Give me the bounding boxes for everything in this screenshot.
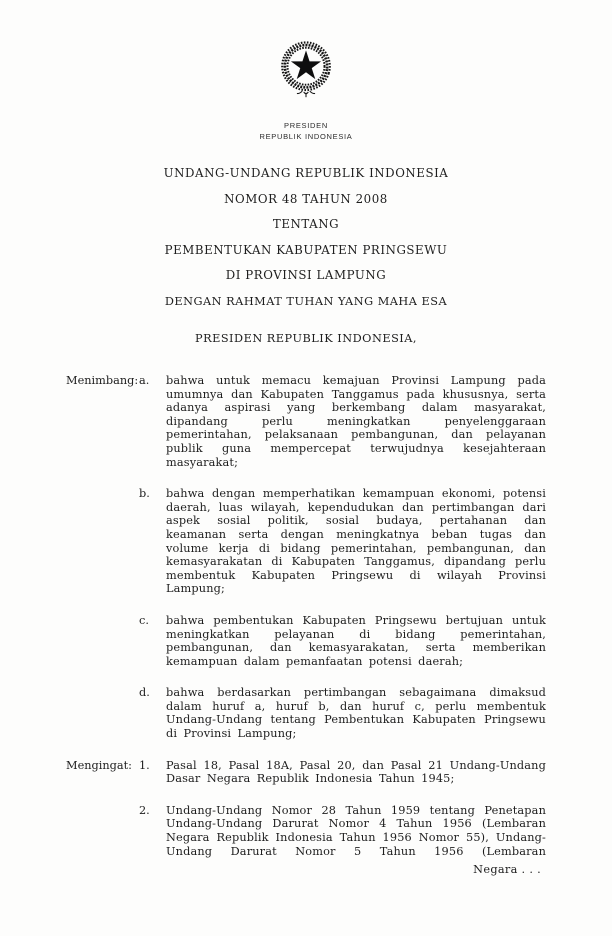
menimbang-item-b	[66, 487, 546, 596]
mengingat-item-1	[66, 759, 546, 786]
item-text: bahwa pembentukan Kabupaten Pringsewu bertujuan untuk meningkatkan pelayanan di bidang pemerintahan, pembangunan, dan kemasyarakatan, serta memberikan kemampuan dalam pemanfaatan potensi daerah;	[166, 613, 546, 668]
document-title-block	[0, 161, 612, 289]
item-marker: 1.	[139, 758, 150, 772]
title-law-name: UNDANG-UNDANG REPUBLIK INDONESIA	[163, 166, 449, 180]
mengingat-label: Mengingat:	[66, 758, 132, 772]
item-marker: a.	[139, 374, 150, 387]
invocation-line: DENGAN RAHMAT TUHAN YANG MAHA ESA	[164, 295, 448, 308]
item-marker: b.	[139, 487, 150, 501]
document-body	[66, 374, 546, 876]
item-text: Undang-Undang Nomor 28 Tahun 1959 tentang Penetapan Undang-Undang Darurat Nomor 4 Tahun 1956 (Lembaran Negara Republik Indonesia Tahun 1956 Nomor 55), Undang-Undang Darurat Nomor 5 Tahun 1956 (Lembaran	[166, 803, 546, 858]
catchword: Negara . . .	[473, 863, 541, 876]
menimbang-item-c	[66, 614, 546, 668]
item-text: bahwa untuk memacu kemajuan Provinsi Lampung pada umumnya dan Kabupaten Tanggamus pada khususnya, serta adanya aspirasi yang berkembang dalam masyarakat, dipandang perlu meningkatkan penyelenggaraan pemerintahan, pelaksanaan pembangunan, dan pelayanan publik guna mempercepat terwujudnya kesejahteraan masyarakat;	[166, 374, 546, 469]
item-marker: 2.	[139, 803, 150, 817]
mengingat-item-2	[66, 804, 546, 858]
letterhead-republik-indonesia: REPUBLIK INDONESIA	[259, 131, 353, 141]
menimbang-label: Menimbang:	[66, 374, 139, 387]
item-text: Pasal 18, Pasal 18A, Pasal 20, dan Pasal 21 Undang-Undang Dasar Negara Republik Indonesia Tahun 1945;	[166, 758, 546, 786]
seal-container	[0, 33, 612, 104]
title-subject: PEMBENTUKAN KABUPATEN PRINGSEWU	[164, 242, 448, 257]
title-tentang: TENTANG	[272, 217, 340, 231]
letterhead	[0, 121, 612, 142]
menimbang-item-d	[66, 686, 546, 740]
menimbang-item-a	[66, 374, 546, 469]
enacting-authority-line: PRESIDEN REPUBLIK INDONESIA,	[194, 332, 418, 345]
item-marker: d.	[139, 686, 150, 700]
item-text: bahwa berdasarkan pertimbangan sebagaimana dimaksud dalam huruf a, huruf b, dan huruf c, perlu membentuk Undang-Undang tentang Pembentukan Kabupaten Pringsewu di Provinsi Lampung;	[166, 686, 546, 741]
star-wreath-seal-icon	[268, 33, 344, 104]
title-law-number: NOMOR 48 TAHUN 2008	[224, 191, 388, 206]
title-province: DI PROVINSI LAMPUNG	[225, 268, 387, 282]
item-marker: c.	[139, 613, 149, 627]
letterhead-presiden: PRESIDEN	[284, 121, 328, 130]
item-text: bahwa dengan memperhatikan kemampuan ekonomi, potensi daerah, luas wilayah, kependudukan dan pertimbangan dari aspek sosial politik, sosial budaya, pertahanan dan keamanan serta dengan meningkatnya beban tugas dan volume kerja di bidang pemerintahan, pembangunan, dan kemasyarakatan di Kabupaten Tanggamus, dipandang perlu membentuk Kabupaten Pringsewu di wilayah Provinsi Lampung;	[166, 487, 546, 596]
